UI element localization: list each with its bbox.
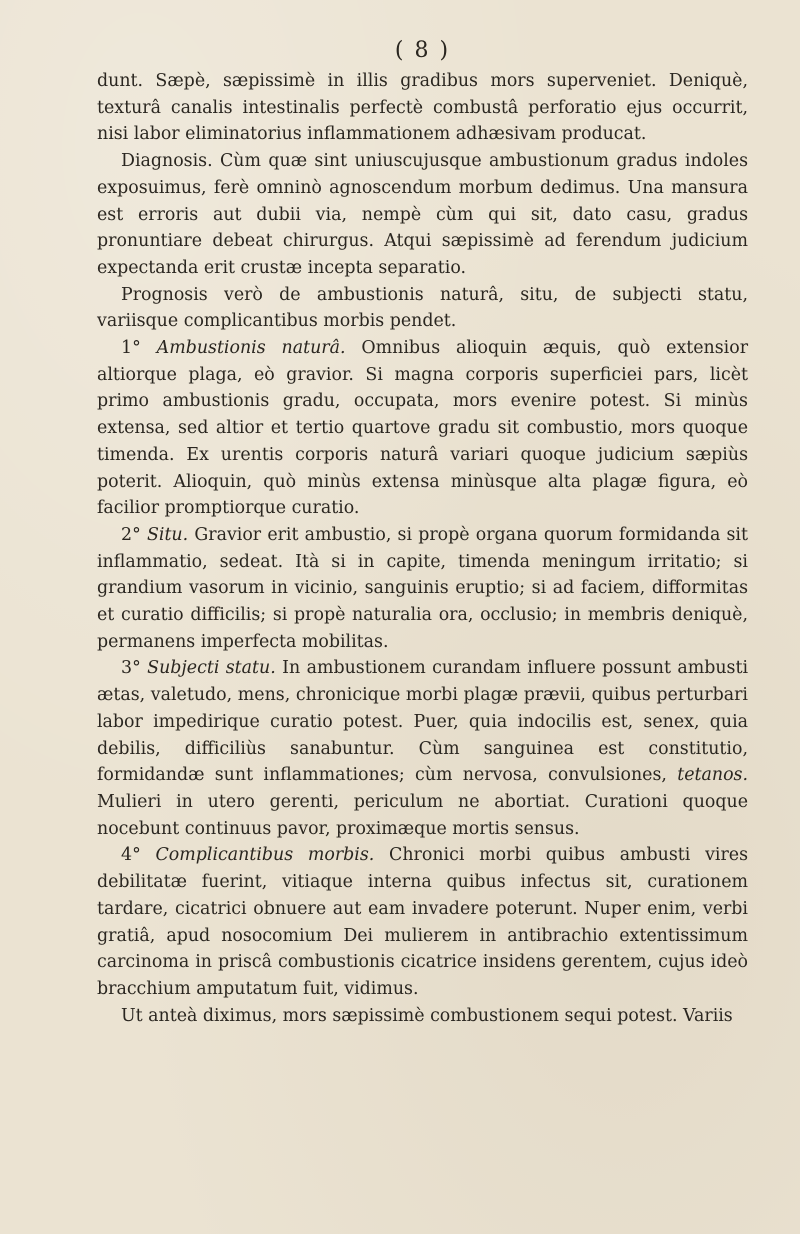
paragraph-subjecti (97, 655, 748, 842)
paragraph-final: Ut anteà diximus, mors sæpissimè combustionem sequi potest. Variis (121, 1005, 733, 1026)
item-heading: Subjecti statu. (147, 658, 276, 679)
page-number: ( 8 ) (394, 38, 451, 63)
item-number: 2° (121, 524, 141, 545)
paragraph-ambustionis (97, 335, 748, 522)
item-body: Omnibus alioquin æquis, quò extensior altiorque plaga, eò gravior. Si magna corporis superficiei pars, licèt primo ambustionis gradu, occupata, mors evenire potest. Si minùs extensa, sed altior et tertio quartove gradu sit combustio, mors quoque timenda. Ex urentis corporis naturâ variari quoque judicium sæpiùs poterit. Alioquin, quò minùs extensa minùsque alta plagæ figura, eò facilior promptiorque curatio. (97, 338, 749, 519)
item-body-b: Mulieri in utero gerenti, periculum ne abortiat. Curationi quoque nocebunt continuus pavor, proximæque mortis sensus. (97, 791, 748, 839)
item-heading: Situ. (146, 524, 189, 545)
item-number: 1° (121, 338, 141, 359)
item-term-tetanos: tetanos. (677, 765, 749, 786)
paragraph-complicantibus (97, 842, 748, 1002)
item-heading: Complicantibus morbis. (155, 845, 375, 866)
paragraph-diagnosis: Diagnosis. Cùm quæ sint uniuscujusque ambustionum gradus indoles exposuimus, ferè omninò agnoscendum morbum dedimus. Una mansura est erroris aut dubii via, nempè cùm qui sit, dato casu, gradus pronuntiare debeat chirurgus. Atqui sæpissimè ad ferendum judicium expectanda erit crustæ incepta separatio. (97, 151, 748, 278)
paragraph-situ (97, 522, 748, 656)
paragraph-prognosis: Prognosis verò de ambustionis naturâ, situ, de subjecti statu, variisque complicantibus morbis pendet. (97, 284, 748, 332)
paragraph-1: dunt. Sæpè, sæpissimè in illis gradibus mors superveniet. Deniquè, texturâ canalis intestinalis perfectè combustâ perforatio ejus occurrit, nisi labor eliminatorius inflammationem adhæsivam producat. (97, 71, 748, 145)
item-body: Chronici morbi quibus ambusti vires debilitatæ fuerint, vitiaque interna quibus infectus sit, curationem tardare, cicatrici obnuere aut eam invadere poterunt. Nuper enim, verbi gratiâ, apud nosocomium Dei mulierem in antibrachio extentissimum carcinoma in priscâ combustionis cicatrice insidens gerentem, cujus ideò bracchium amputatum fuit, vidimus. (97, 845, 749, 999)
item-body-a: In ambustionem curandam influere possunt ambusti ætas, valetudo, mens, chronicique morbi plagæ prævii, quibus perturbari labor impedirique curatio potest. Puer, quia indocilis est, senex, quia debilis, difficiliùs sanabuntur. Cùm sanguinea est constitutio, formidandæ sunt inflammationes; cùm nervosa, convulsiones, (97, 658, 749, 786)
item-heading: Ambustionis naturâ. (156, 338, 346, 359)
item-body: Gravior erit ambustio, si propè organa quorum formidanda sit inflammatio, sedeat. Ità si in capite, timenda meningum irritatio; si grandium vasorum in vicinio, sanguinis eruptio; si ad faciem, difformitas et curatio difficilis; si propè naturalia ora, occlusio; in membris deniquè, permanens imperfecta mobilitas. (97, 524, 748, 652)
item-number: 3° (121, 658, 141, 679)
item-number: 4° (121, 845, 141, 866)
body-text (97, 68, 748, 1029)
